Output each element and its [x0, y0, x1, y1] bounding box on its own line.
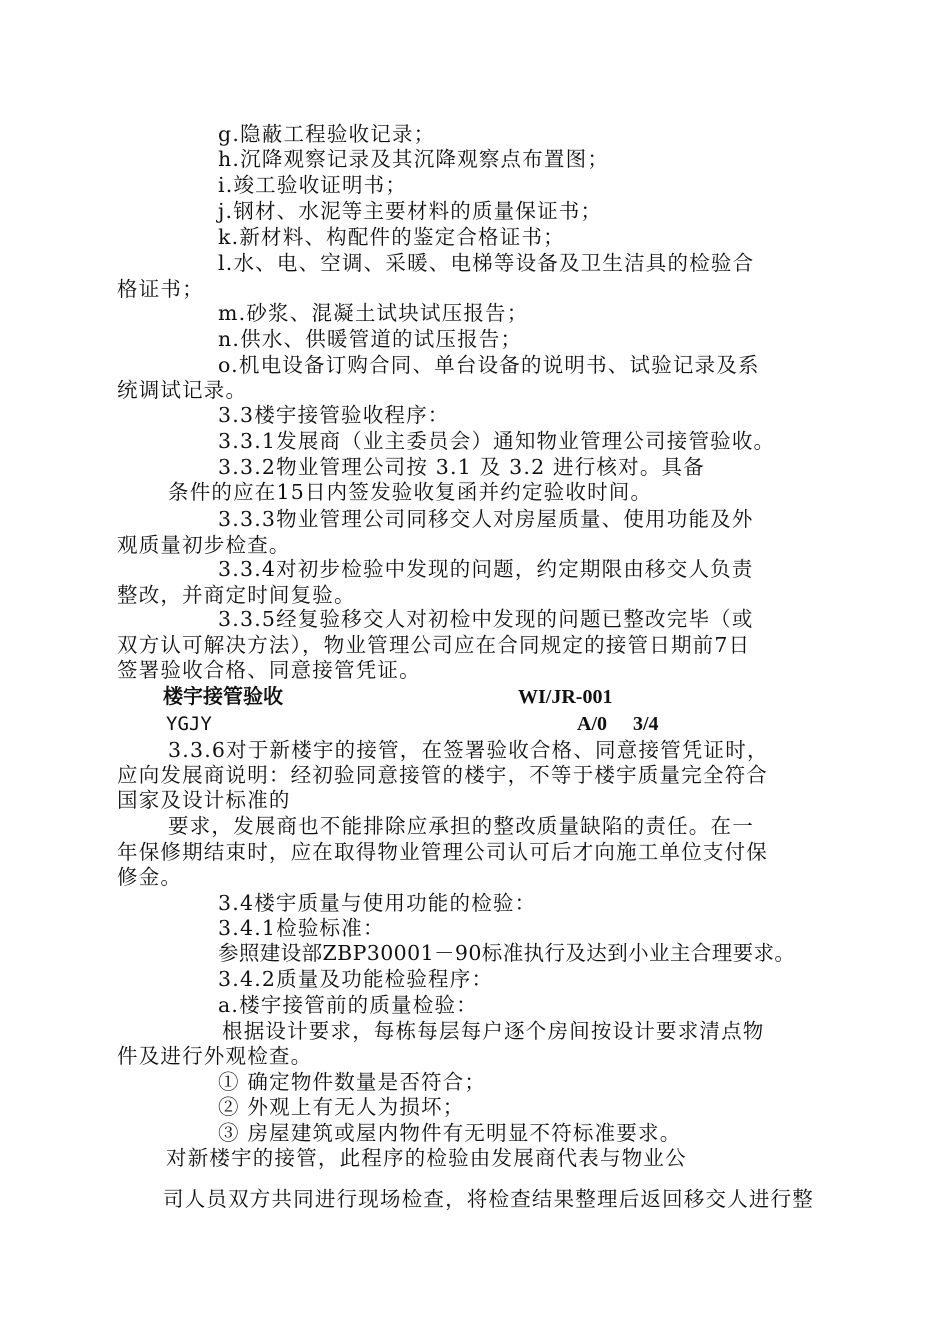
section-3-3-3-cont: 观质量初步检查。	[117, 533, 291, 557]
section-3-3-1: 3.3.1发展商（业主委员会）通知物业管理公司接管验收。	[218, 429, 776, 453]
section-3-3-4: 3.3.4对初步检验中发现的问题，约定期限由移交人负责	[218, 557, 754, 581]
list-item-g: g.隐蔽工程验收记录；	[218, 122, 436, 146]
header-page-number: 3/4	[633, 713, 659, 735]
section-3-3-6-cont3: 要求，发展商也不能排除应承担的整改质量缺陷的责任。在一	[168, 814, 754, 838]
list-item-o-cont: 统调试记录。	[117, 378, 248, 402]
paragraph-new-building: 对新楼宇的接管，此程序的检验由发展商代表与物业公	[166, 1146, 687, 1170]
section-3-3-5-cont2: 签署验收合格、同意接管凭证。	[117, 658, 421, 682]
list-item-o: o.机电设备订购合同、单台设备的说明书、试验记录及系	[218, 353, 760, 377]
section-3-3-6-cont4: 年保修期结束时，应在取得物业管理公司认可后才向施工单位支付保	[117, 840, 768, 864]
list-item-l: l.水、电、空调、采暖、电梯等设备及卫生洁具的检验合	[218, 251, 755, 275]
header-title: 楼宇接管验收	[163, 686, 283, 708]
list-item-i: i.竣工验收证明书；	[218, 173, 408, 197]
section-3-4-2: 3.4.2质量及功能检验程序：	[218, 967, 494, 991]
list-item-m: m.砂浆、混凝土试块试压报告；	[218, 301, 529, 325]
header-doc-number: WI/JR-001	[518, 686, 613, 708]
section-3-3-6-cont2: 国家及设计标准的	[117, 788, 291, 812]
section-3-3-5-cont: 双方认可解决方法），物业管理公司应在合同规定的接管日期前7日	[117, 633, 751, 657]
section-3-3-6: 3.3.6对于新楼宇的接管，在签署验收合格、同意接管凭证时，	[168, 738, 769, 762]
section-3-4-1: 3.4.1检验标准：	[218, 916, 385, 940]
list-item-l-cont: 格证书；	[117, 277, 204, 301]
paragraph-new-building-cont: 司人员双方共同进行现场检查，将检查结果整理后返回移交人进行整	[163, 1187, 814, 1211]
list-item-h: h.沉降观察记录及其沉降观察点布置图；	[218, 147, 610, 171]
check-item-3: ③ 房屋建筑或屋内物件有无明显不符标准要求。	[218, 1121, 682, 1145]
section-3-3: 3.3楼宇接管验收程序：	[218, 403, 450, 427]
section-3-3-6-cont5: 修金。	[117, 865, 183, 889]
section-item-a: a.楼宇接管前的质量检验：	[218, 993, 478, 1017]
section-3-4: 3.4楼宇质量与使用功能的检验：	[218, 891, 537, 915]
list-item-k: k.新材料、构配件的鉴定合格证书；	[218, 225, 565, 249]
section-item-a-body: 根据设计要求，每栋每层每户逐个房间按设计要求清点物	[222, 1019, 765, 1043]
section-3-3-5: 3.3.5经复验移交人对初检中发现的问题已整改完毕（或	[218, 607, 754, 631]
section-3-3-6-cont: 应向发展商说明：经初验同意接管的楼宇，不等于楼宇质量完全符合	[117, 763, 768, 787]
section-3-3-2-cont: 条件的应在15日内签发验收复函并约定验收时间。	[168, 480, 653, 504]
section-3-3-2: 3.3.2物业管理公司按 3.1 及 3.2 进行核对。具备	[218, 455, 705, 479]
header-version: A/0	[577, 713, 607, 735]
section-item-a-body-cont: 件及进行外观检查。	[117, 1044, 313, 1068]
list-item-n: n.供水、供暖管道的试压报告；	[218, 327, 523, 351]
check-item-1: ① 确定物件数量是否符合；	[218, 1070, 487, 1094]
section-3-3-3: 3.3.3物业管理公司同移交人对房屋质量、使用功能及外	[218, 507, 754, 531]
list-item-j: j.钢材、水泥等主要材料的质量保证书；	[218, 199, 603, 223]
section-3-4-1-standard: 参照建设部ZBP30001－90标准执行及达到小业主合理要求。	[218, 941, 796, 965]
header-code: YGJY	[166, 713, 212, 735]
section-3-3-4-cont: 整改，并商定时间复验。	[117, 583, 356, 607]
check-item-2: ② 外观上有无人为损坏；	[218, 1095, 465, 1119]
